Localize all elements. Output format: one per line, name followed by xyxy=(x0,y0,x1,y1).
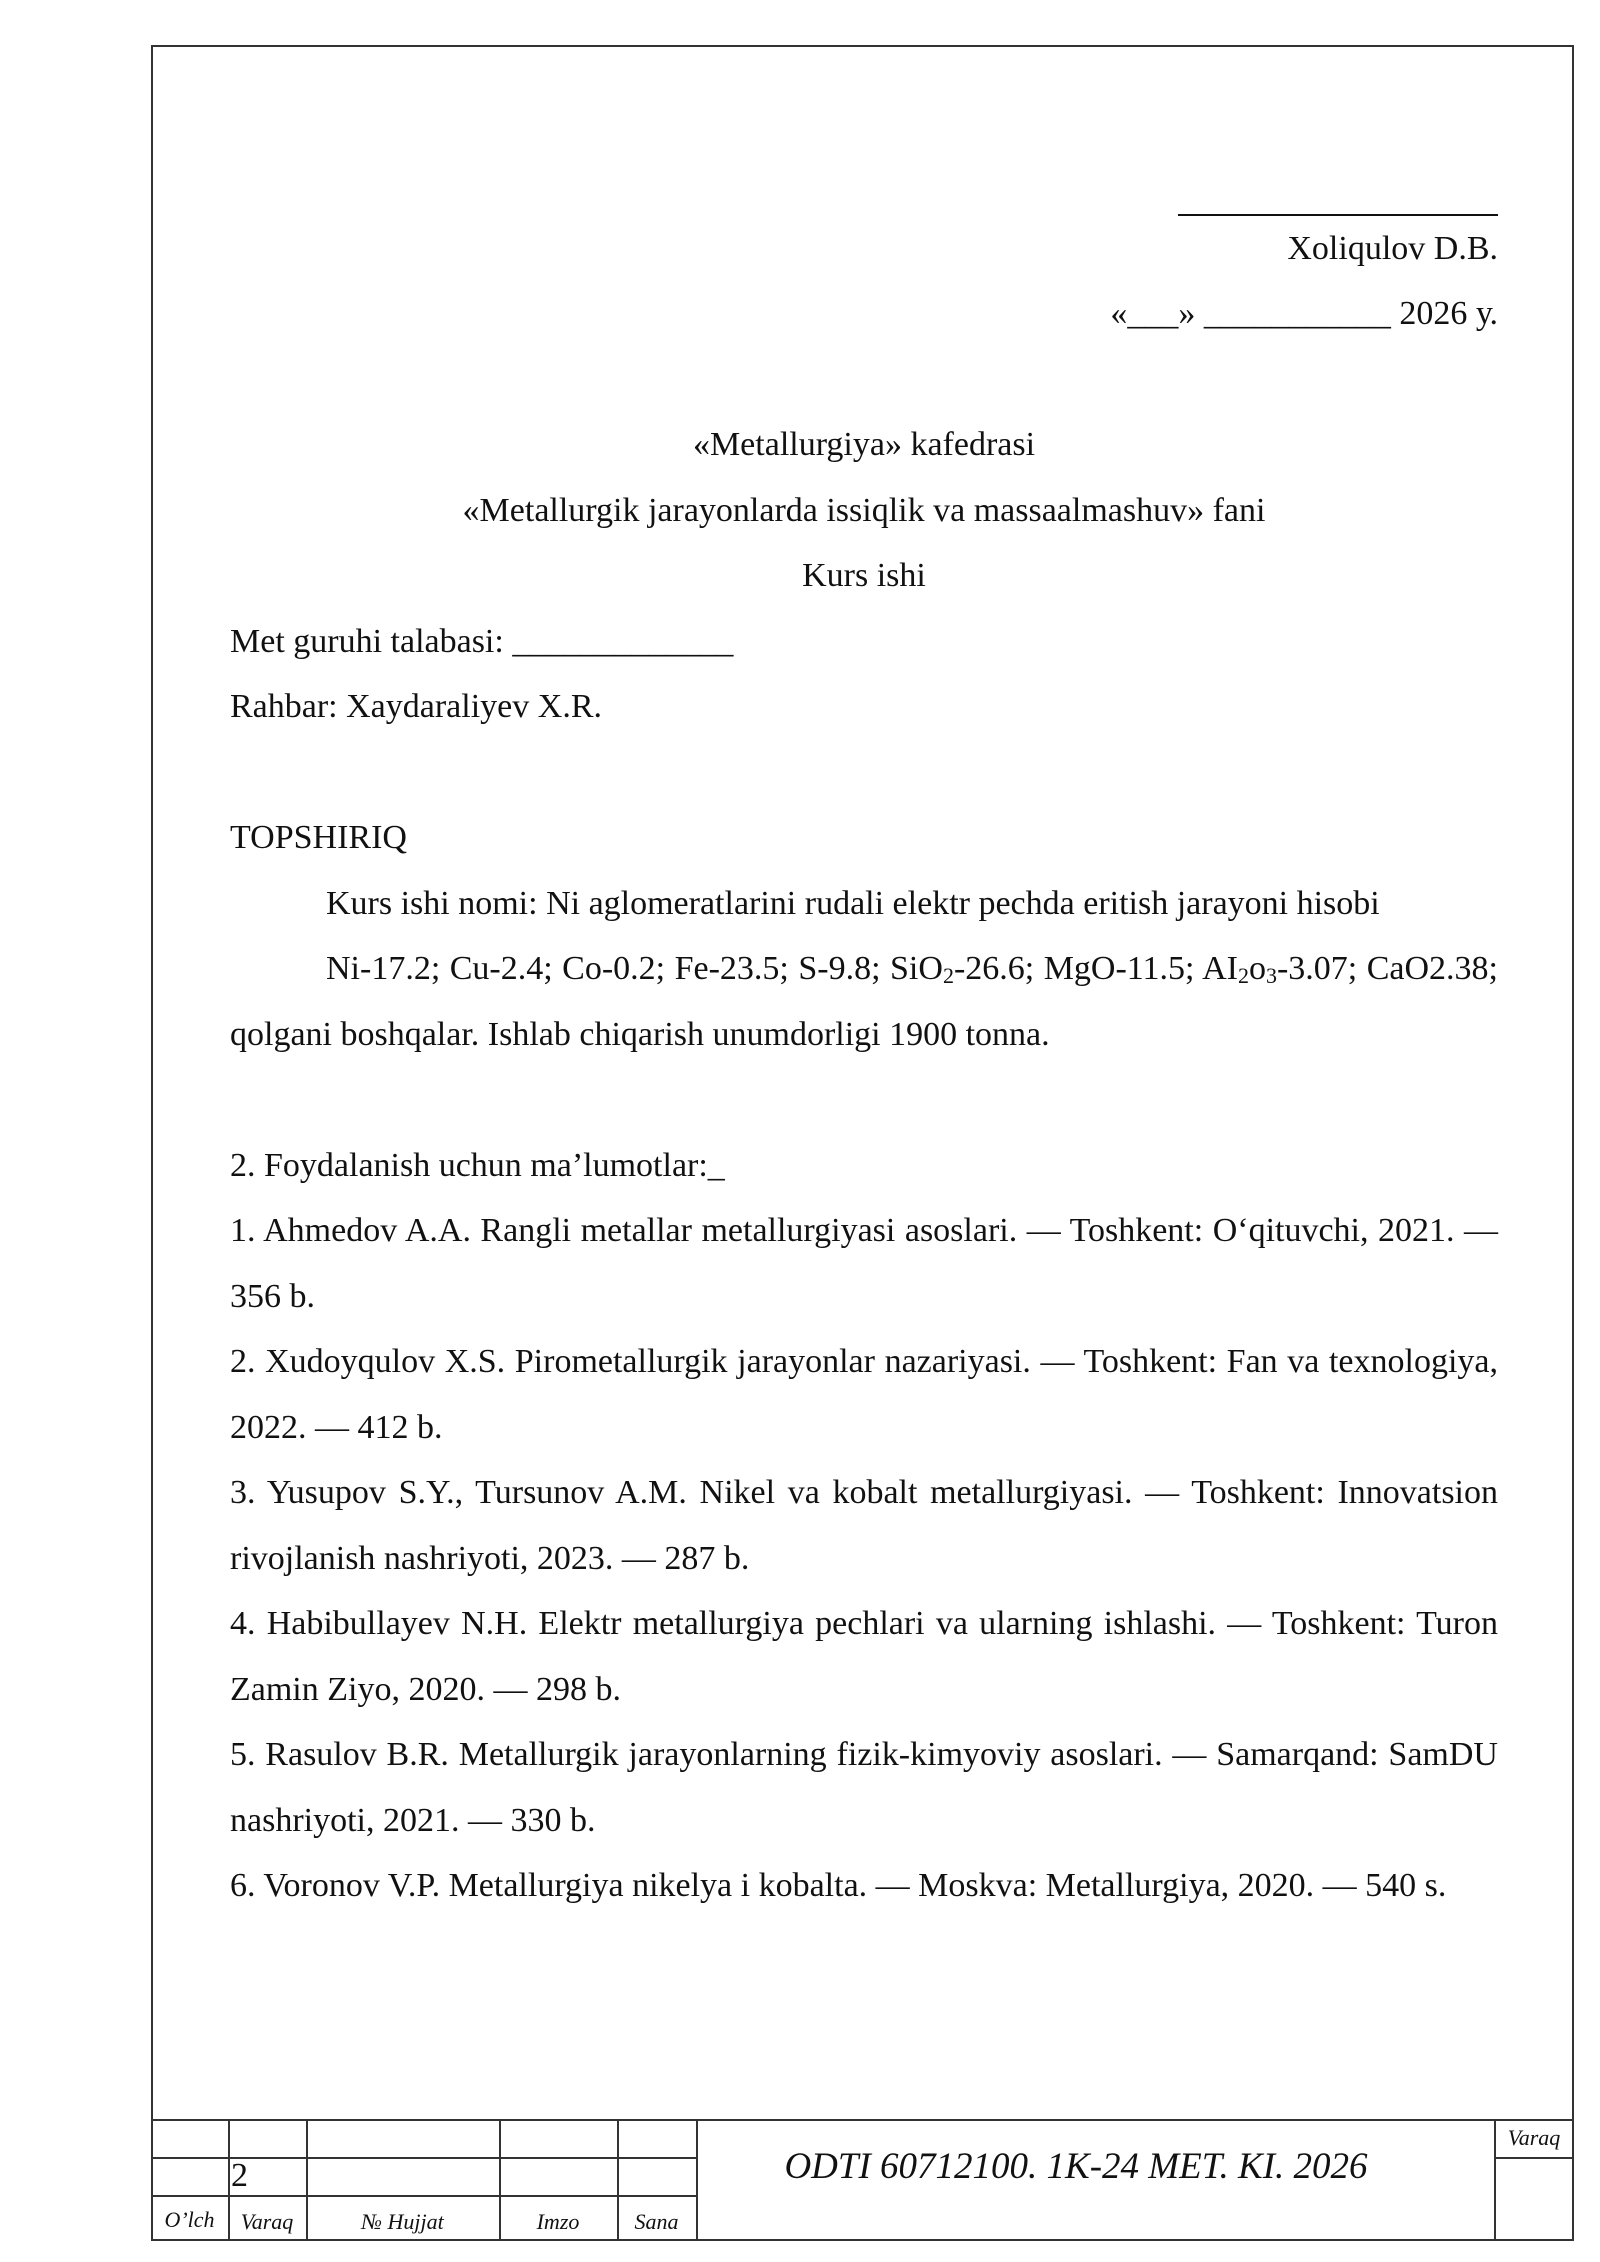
stamp-label-sheet: Varaq xyxy=(1507,2125,1561,2150)
stamp-label-hujjat: № Hujjat xyxy=(361,2209,444,2234)
reference-item: 3. Yusupov S.Y., Tursunov A.M. Nikel va kobalt metallurgiyasi. — Toshkent: Innovatsion rivojlanish nashriyoti, 2023. — 287 b. xyxy=(230,1474,1498,1577)
reference-item: 4. Habibullayev N.H. Elektr metallurgiya pechlari va ularning ishlashi. — Toshkent: Turon Zamin Ziyo, 2020. — 298 b. xyxy=(230,1605,1498,1708)
subject-title: «Metallurgik jarayonlarda issiqlik va massaalmashuv» fani xyxy=(462,491,1266,529)
references-heading: 2. Foydalanish uchun ma’lumotlar:_ xyxy=(230,1146,725,1184)
reference-item: 5. Rasulov B.R. Metallurgik jarayonlarning fizik-kimyoviy asoslari. — Samarqand: SamDU nashriyoti, 2021. — 330 b. xyxy=(230,1736,1498,1839)
reference-item: 1. Ahmedov A.A. Rangli metallar metallurgiyasi asoslari. — Toshkent: O‘qituvchi, 2021. — 356 b. xyxy=(230,1212,1498,1315)
task-heading: TOPSHIRIQ xyxy=(230,819,407,856)
composition-paragraph: Ni-17.2; Cu-2.4; Co-0.2; Fe-23.5; S-9.8; SiO$_2$-26.6; MgO-11.5; $AI_2o_3-3.07$; CaO2.38; qolgani boshqalar. Ishlab chiqarish unumdorligi 1900 tonna. xyxy=(230,950,1498,1053)
reference-item: 2. Xudoyqulov X.S. Pirometallurgik jarayonlar nazariyasi. — Toshkent: Fan va texnologiya, 2022. — 412 b. xyxy=(230,1343,1498,1446)
work-type: Kurs ishi xyxy=(802,557,926,594)
document-code: ODTI 60712100. 1K-24 MET. KI. 2026 xyxy=(784,2146,1368,2187)
sheet-number: 2 xyxy=(231,2157,248,2194)
signature-line xyxy=(230,150,1498,216)
task-title-paragraph: Kurs ishi nomi: Ni aglomeratlarini rudali elektr pechda eritish jarayoni hisobi xyxy=(326,884,1380,922)
approval-date: «___» ___________ 2026 у. xyxy=(1110,295,1498,332)
reference-item: 6. Voronov V.P. Metallurgiya nikelya i kobalta. — Moskva: Metallurgiya, 2020. — 540 s. xyxy=(230,1867,1447,1904)
approver-name: Xoliqulov D.B. xyxy=(1287,229,1498,267)
stamp-label-imzo: Imzo xyxy=(536,2209,580,2234)
document-body xyxy=(230,150,1498,1919)
stamp-label-olch: O’lch xyxy=(164,2207,215,2232)
stamp-label-varaq: Varaq xyxy=(240,2209,294,2234)
student-line: Met guruhi talabasi: _____________ xyxy=(230,622,734,660)
supervisor-line: Rahbar: Xaydaraliyev X.R. xyxy=(230,688,602,725)
title-block xyxy=(151,2119,1574,2241)
stamp-label-sana: Sana xyxy=(634,2209,679,2234)
department-title: «Metallurgiya» kafedrasi xyxy=(692,426,1036,463)
